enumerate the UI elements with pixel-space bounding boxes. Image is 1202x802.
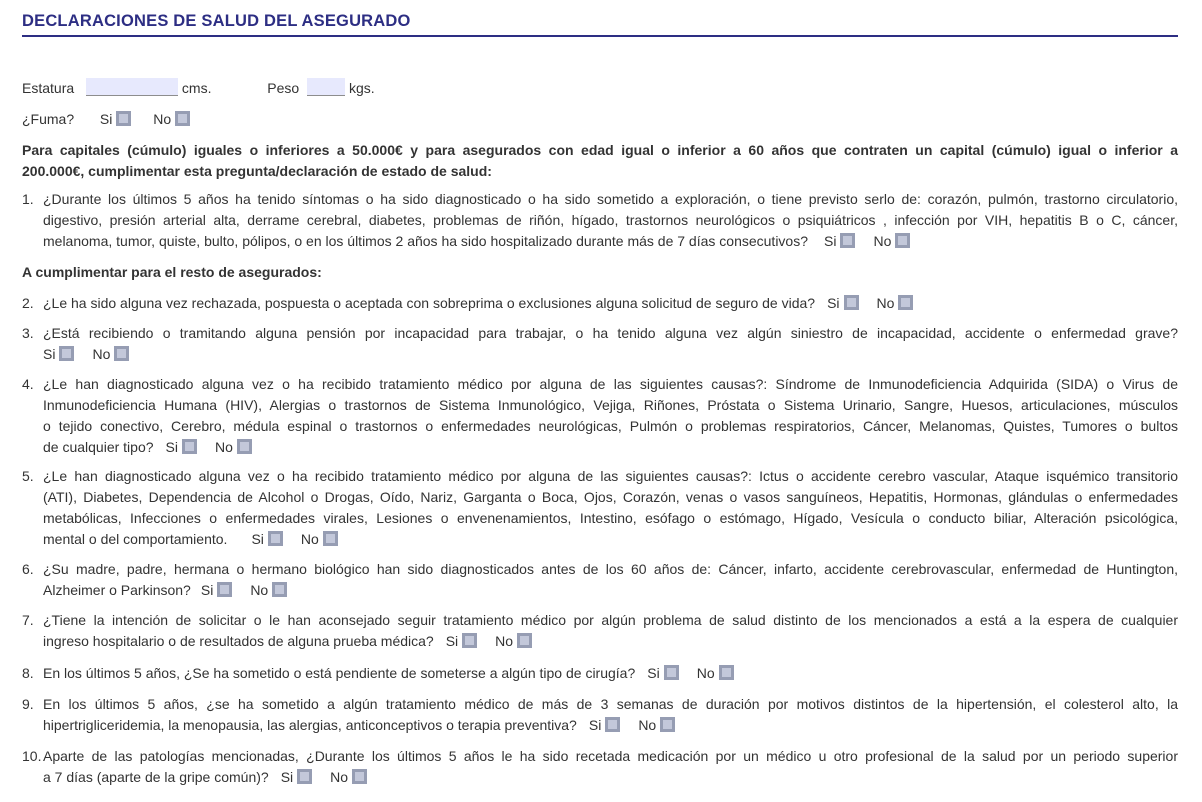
q2-yes-checkbox[interactable] (844, 295, 859, 310)
question-text (43, 374, 1178, 458)
height-label: Estatura (22, 80, 75, 96)
question-text (43, 466, 1178, 550)
question-number: 9. (22, 696, 34, 712)
height-unit: cms. (181, 80, 212, 96)
question-number: 4. (22, 376, 34, 392)
question-number: 2. (22, 295, 34, 311)
weight-field[interactable] (307, 78, 345, 96)
smoke-row (22, 109, 190, 129)
question-text (43, 323, 1178, 365)
question-line-with-answers (43, 663, 1178, 684)
question-line: Aparte de las patologías mencionadas, ¿Durante los últimos 5 años le ha sido recetada medicación por un médico u otro profesional de la salud por un periodo superior (43, 748, 1178, 764)
q1-no-checkbox[interactable] (895, 233, 910, 248)
question-line: En los últimos 5 años, ¿se ha sometido a algún tratamiento médico de más de 3 semanas de duración por motivos distintos de la hipertensión, el colesterol alto, la (43, 696, 1178, 712)
question-number: 5. (22, 468, 34, 484)
smoke-no-option (153, 109, 190, 129)
question-line: ¿Le han diagnosticado alguna vez o ha recibido tratamiento médico por alguna de las siguientes causas?: Ictus o accidente cerebro vascular, Ataque isquémico transitorio (43, 468, 1178, 484)
q7-yes-checkbox[interactable] (462, 633, 477, 648)
q10-yes-checkbox[interactable] (297, 769, 312, 784)
question-line-text: ¿Le ha sido alguna vez rechazada, pospuesta o aceptada con sobreprima o exclusiones alguna solicitud de seguro de vida? (43, 295, 816, 311)
yes-label: Si (280, 769, 294, 785)
question-line-with-answers (43, 293, 1178, 314)
question-line: ¿Le han diagnosticado alguna vez o ha recibido tratamiento médico por alguna de las siguientes causas?: Síndrome de Inmunodeficiencia Adquirida (SIDA) o Virus de (43, 376, 1178, 392)
question-number: 8. (22, 665, 34, 681)
question-line: ¿Durante los últimos 5 años ha tenido síntomas o ha sido diagnosticado o ha sido sometido a exploración, o tiene previsto serlo de: corazón, pulmón, trastorno circulatorio, (43, 191, 1178, 207)
question-number: 6. (22, 561, 34, 577)
yes-label: Si (588, 717, 602, 733)
section-title: A cumplimentar para el resto de asegurados: (22, 264, 322, 280)
q8-yes-checkbox[interactable] (664, 665, 679, 680)
yes-label: Si (251, 531, 264, 547)
no-label: No (300, 531, 319, 547)
question-line-text: mental o del comportamiento. (43, 531, 228, 547)
yes-label: Si (200, 582, 214, 598)
question-line-text: Alzheimer o Parkinson? (43, 582, 191, 598)
smoke-yes-checkbox[interactable] (116, 111, 131, 126)
q3-yes-checkbox[interactable] (59, 346, 74, 361)
yes-label: Si (165, 439, 178, 455)
question-text (43, 663, 1178, 684)
q1-yes-checkbox[interactable] (840, 233, 855, 248)
smoke-label: ¿Fuma? (22, 111, 75, 127)
question-line: (ATI), Diabetes, Dependencia de Alcohol o Drogas, Oído, Nariz, Garganta o Boca, Ojos, Corazón, venas o vasos sanguíneos, Hepatitis, Hormonas, glándulas o enfermedades (43, 489, 1178, 505)
q4-yes-checkbox[interactable] (182, 439, 197, 454)
yes-label: Si (827, 295, 840, 311)
question-line-text: ingreso hospitalario o de resultados de alguna prueba médica? (43, 633, 434, 649)
no-label: No (153, 111, 172, 127)
intro-paragraph (22, 140, 1178, 182)
title-divider (22, 35, 1178, 37)
q9-no-checkbox[interactable] (660, 717, 675, 732)
question-line-text: a 7 días (aparte de la gripe común)? (43, 769, 269, 785)
question-line: ¿Su madre, padre, hermana o hermano biológico han sido diagnosticados antes de los 60 años de: Cáncer, infarto, accidente cerebrovascular, enfermedad de Huntington, (43, 561, 1178, 577)
question-text (43, 694, 1178, 736)
yes-label: Si (43, 346, 56, 362)
yes-label: Si (647, 665, 660, 681)
question-line-text: hipertrigliceridemia, la menopausia, las alergias, anticonceptivos o terapia preventiva? (43, 717, 577, 733)
question-line-with-answers (43, 631, 1178, 652)
question-line-text: melanoma, tumor, quiste, bulto, pólipos, o en los últimos 2 años ha sido hospitalizado durante más de 7 días consecutivos? (43, 233, 809, 249)
question-line-with-answers (43, 715, 1178, 736)
question-text (43, 293, 1178, 314)
smoke-yes-option (100, 109, 131, 129)
question-number: 1. (22, 191, 34, 207)
no-label: No (876, 295, 895, 311)
q7-no-checkbox[interactable] (517, 633, 532, 648)
no-label: No (873, 233, 892, 249)
no-label: No (638, 717, 657, 733)
question-line: metabólicas, Infecciones o enfermedades virales, Lesiones o envenenamientos, Intestino, esófago o estómago, Hígado, Vesícula o conducto biliar, Alteración psicológica, (43, 510, 1178, 526)
question-number: 7. (22, 612, 34, 628)
weight-label: Peso (267, 80, 300, 96)
question-line-with-answers (43, 767, 1178, 788)
q2-no-checkbox[interactable] (898, 295, 913, 310)
intro-line: Para capitales (cúmulo) iguales o inferiores a 50.000€ y para asegurados con edad igual o inferior a 60 años que contraten un capital (cúmulo) igual o inferior a (22, 142, 1178, 158)
question-text (43, 610, 1178, 652)
no-label: No (330, 769, 349, 785)
question-line-with-answers (43, 231, 1178, 252)
question-number: 3. (22, 325, 34, 341)
question-line: Inmunodeficiencia Humana (HIV), Alergias o trastornos de Sistema Inmunológico, Vejiga, Riñones, Próstata o Sistema Urinario, Sangre, Huesos, articulaciones, músculos (43, 397, 1178, 413)
question-line-with-answers (43, 437, 1178, 458)
q4-no-checkbox[interactable] (237, 439, 252, 454)
no-label: No (696, 665, 715, 681)
question-line: o tejido conectivo, Cerebro, médula espinal o trastornos o enfermedades neurológicas, Pulmón o problemas respiratorios, Cáncer, Melanomas, Quistes, Tumores o bultos (43, 418, 1178, 434)
yes-label: Si (824, 233, 837, 249)
intro-line: 200.000€, cumplimentar esta pregunta/declaración de estado de salud: (22, 163, 492, 179)
weight-unit: kgs. (348, 80, 375, 96)
question-line-text: de cualquier tipo? (43, 439, 154, 455)
no-label: No (250, 582, 269, 598)
question-line: digestivo, presión arterial alta, derrame cerebral, diabetes, problemas de riñón, hígado, trastornos neurológicos o psiquiátricos , infección por VIH, hepatitis B o C, cáncer, (43, 212, 1178, 228)
height-field[interactable] (86, 78, 178, 96)
question-line-with-answers (43, 529, 1178, 550)
q8-no-checkbox[interactable] (719, 665, 734, 680)
q10-no-checkbox[interactable] (352, 769, 367, 784)
question-line: ¿Está recibiendo o tramitando alguna pensión por incapacidad para trabajar, o ha tenido alguna vez algún siniestro de incapacidad, accidente o enfermedad grave? (43, 325, 1178, 341)
measures-row (22, 78, 375, 98)
q6-yes-checkbox[interactable] (217, 582, 232, 597)
q3-no-checkbox[interactable] (114, 346, 129, 361)
question-text (43, 746, 1178, 788)
no-label: No (214, 439, 233, 455)
q5-yes-checkbox[interactable] (268, 531, 283, 546)
q5-no-checkbox[interactable] (323, 531, 338, 546)
no-label: No (92, 346, 111, 362)
smoke-no-checkbox[interactable] (175, 111, 190, 126)
question-line-text: En los últimos 5 años, ¿Se ha sometido o está pendiente de someterse a algún tipo de cirugía? (43, 665, 636, 681)
no-label: No (495, 633, 514, 649)
question-text (43, 189, 1178, 252)
answers-line (43, 344, 1178, 365)
question-number: 10. (22, 748, 42, 764)
question-line: ¿Tiene la intención de solicitar o le han aconsejado seguir tratamiento médico por algún problema de salud distinto de los mencionados a está a la espera de cualquier (43, 612, 1178, 628)
yes-label: Si (445, 633, 459, 649)
q6-no-checkbox[interactable] (272, 582, 287, 597)
question-line-with-answers (43, 580, 1178, 601)
yes-label: Si (99, 111, 113, 127)
q9-yes-checkbox[interactable] (605, 717, 620, 732)
question-text (43, 559, 1178, 601)
form-title: DECLARACIONES DE SALUD DEL ASEGURADO (22, 12, 411, 30)
